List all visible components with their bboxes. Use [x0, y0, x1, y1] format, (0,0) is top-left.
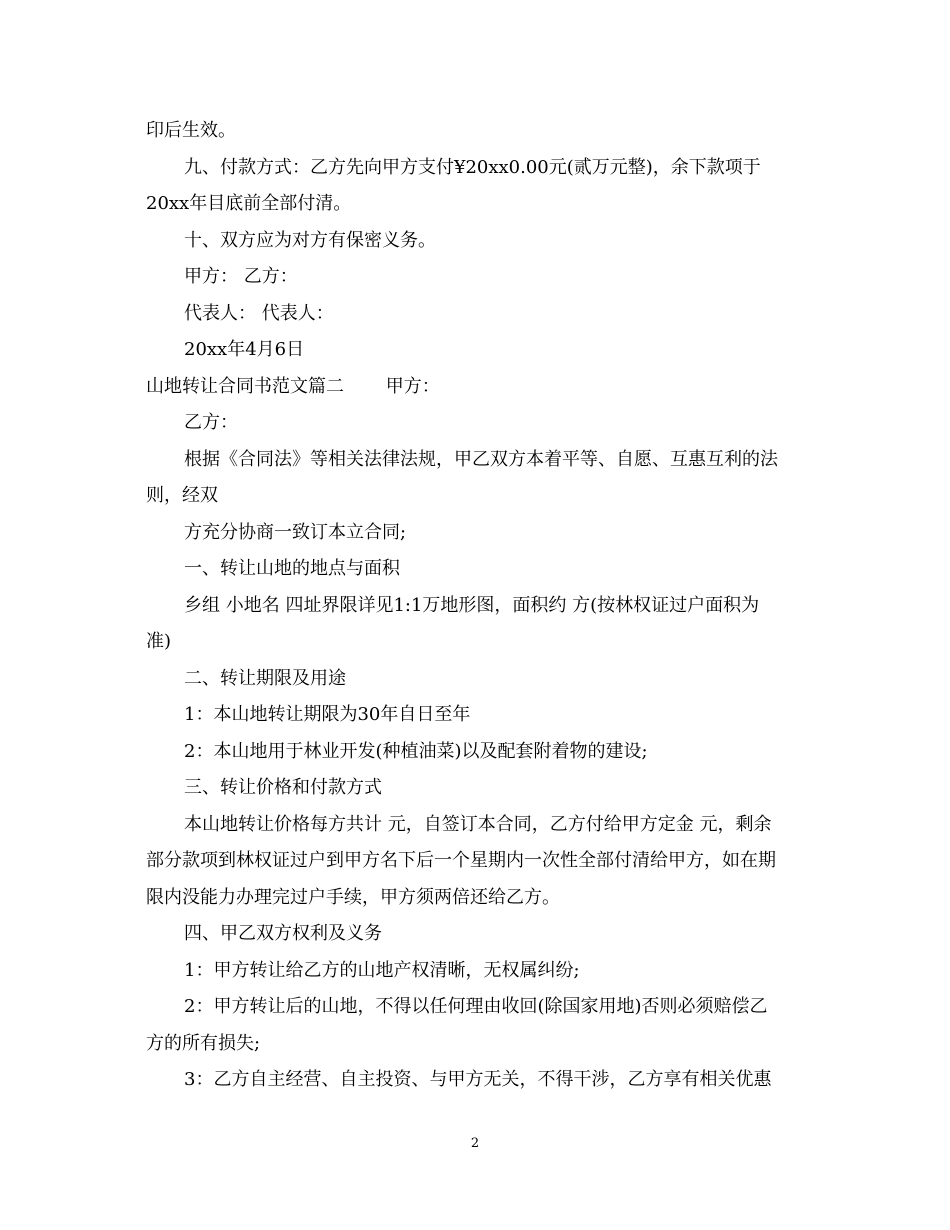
text-line: 准): [146, 631, 172, 652]
text-line: 部分款项到林权证过户到甲方名下后一个星期内一次性全部付清给甲方，如在期: [146, 850, 776, 871]
clause-heading: 四、甲乙双方权利及义务: [184, 923, 382, 944]
section-heading: 山地转让合同书范文篇二 甲方：: [146, 376, 440, 397]
text-line: 印后生效。: [146, 120, 236, 141]
text-line: 20xx年目底前全部付清。: [146, 193, 352, 214]
text-line: 甲方： 乙方：: [184, 266, 298, 287]
clause-heading: 二、转让期限及用途: [184, 668, 346, 689]
text-line: 乙方：: [184, 412, 238, 433]
text-line: 限内没能力办理完过户手续，甲方须两倍还给乙方。: [146, 887, 560, 908]
text-line: 1：甲方转让给乙方的山地产权清晰，无权属纠纷;: [184, 960, 580, 981]
text-line: 20xx年4月6日: [184, 339, 305, 360]
text-line: 2：甲方转让后的山地，不得以任何理由收回(除国家用地)否则必须赔偿乙: [184, 996, 768, 1017]
clause-heading: 一、转让山地的地点与面积: [184, 558, 400, 579]
text-line: 九、付款方式：乙方先向甲方支付¥20xx0.00元(贰万元整)，余下款项于: [184, 157, 761, 178]
page-number: 2: [470, 1136, 480, 1151]
text-line: 1：本山地转让期限为30年自日至年: [184, 704, 471, 725]
text-line: 则，经双: [146, 485, 218, 506]
text-line: 3：乙方自主经营、自主投资、与甲方无关，不得干涉，乙方享有相关优惠: [184, 1069, 772, 1090]
clause-heading: 三、转让价格和付款方式: [184, 777, 382, 798]
text-line: 方充分协商一致订本立合同;: [184, 522, 407, 543]
text-line: 代表人： 代表人：: [184, 303, 334, 324]
text-line: 根据《合同法》等相关法律法规，甲乙双方本着平等、自愿、互惠互利的法: [184, 449, 778, 470]
text-line: 方的所有损失;: [146, 1033, 261, 1054]
text-line: 乡组 小地名 四址界限详见1:1万地形图，面积约 方(按林权证过户面积为: [184, 595, 760, 616]
text-line: 本山地转让价格每方共计 元，自签订本合同，乙方付给甲方定金 元，剩余: [184, 814, 772, 835]
text-line: 十、双方应为对方有保密义务。: [184, 230, 436, 251]
text-line: 2：本山地用于林业开发(种植油菜)以及配套附着物的建设;: [184, 741, 648, 762]
